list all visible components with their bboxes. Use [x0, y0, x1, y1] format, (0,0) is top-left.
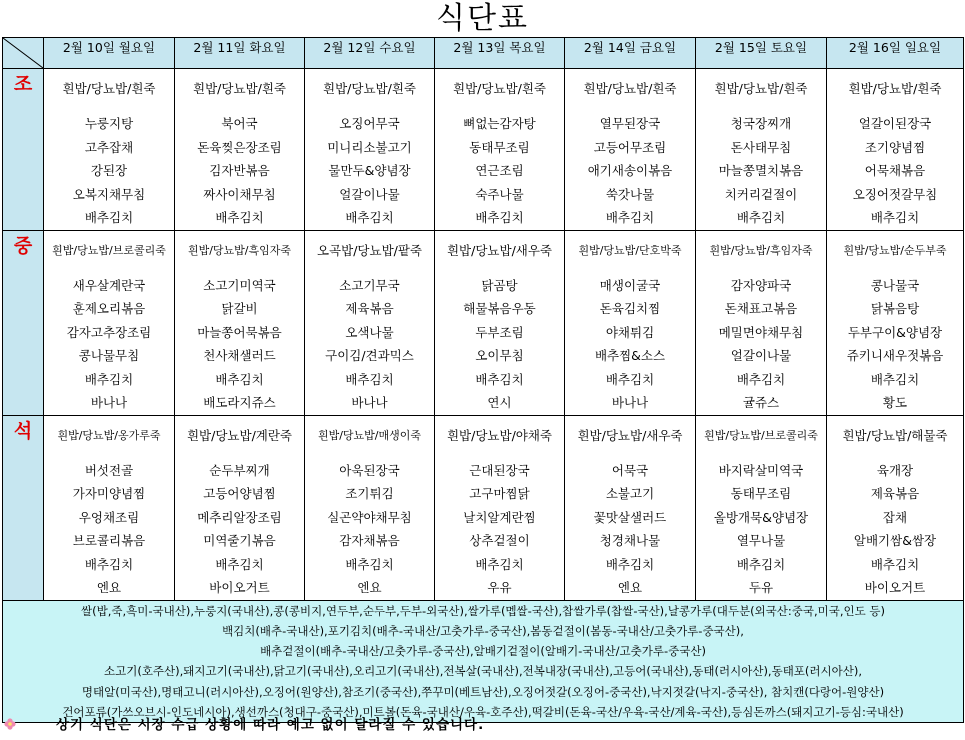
meal-label-dinner: 석 — [3, 415, 44, 600]
menu-item: 배추김치 — [345, 371, 394, 387]
menu-item: 배추김치 — [736, 556, 786, 572]
menu-item: 배추김치 — [215, 371, 264, 387]
breakfast-row — [3, 69, 964, 231]
menu-item: 배추김치 — [605, 210, 655, 225]
flower-icon — [4, 718, 16, 730]
menu-item: 황도 — [882, 395, 908, 410]
rice-porridge-option: 흰밥/당뇨밥/단호박죽 — [578, 243, 682, 257]
menu-cell — [565, 230, 696, 415]
menu-item: 배도라지쥬스 — [203, 395, 276, 410]
day-header: 2월 10일 월요일 — [44, 38, 175, 69]
menu-item: 배추김치 — [605, 371, 655, 387]
origin-line: 명태알(미국산),명태고니(러시아산),오징어(원양산),참조기(중국산),쭈꾸미(베트남산),오징어젓갈(오징어-중국산),낙지젓갈(낙지-중국산), 참치캔(다랑어-원양산) — [81, 684, 885, 699]
menu-item: 배추찜&소스 — [594, 348, 666, 363]
menu-item: 고등어무조림 — [593, 139, 667, 155]
rice-porridge-option: 흰밥/당뇨밥/흑임자죽 — [709, 243, 813, 257]
day-header: 2월 14일 금요일 — [565, 38, 696, 69]
menu-item: 매생이굴국 — [599, 277, 661, 293]
menu-item: 귤쥬스 — [742, 395, 780, 410]
rice-porridge-option: 흰밥/당뇨밥/흰죽 — [583, 81, 677, 96]
menu-item: 돈채표고볶음 — [724, 301, 798, 316]
menu-cell — [44, 415, 175, 600]
menu-item: 제육볶음 — [345, 301, 394, 316]
menu-item: 조기튀김 — [345, 486, 394, 501]
menu-item: 소고기무국 — [339, 277, 400, 293]
origin-row — [3, 600, 964, 723]
menu-cell — [44, 69, 175, 231]
menu-item: 근대된장국 — [469, 462, 530, 478]
origin-line: 건어포류(가쓰오브시-인도네시아),생선까스(청대구-중국산),미트볼(돈육-국내산/우육-호주산),떡갈비(돈육-국산/우육-국산/계육-국산),등심돈까스(돼지고기-등심:국내산) — [62, 704, 904, 719]
menu-item: 우엉채조림 — [78, 509, 140, 525]
menu-item: 짜사이채무침 — [203, 186, 276, 202]
menu-item: 배추김치 — [345, 556, 394, 572]
menu-item: 오색나물 — [345, 324, 394, 340]
day-header: 2월 15일 토요일 — [696, 38, 827, 69]
menu-item: 해물볶음우동 — [463, 301, 536, 316]
menu-item: 고구마찜닭 — [469, 486, 530, 501]
menu-item: 배추김치 — [475, 371, 524, 387]
rice-porridge-option: 흰밥/당뇨밥/흰죽 — [714, 81, 808, 96]
menu-item: 닭볶음탕 — [870, 301, 920, 316]
rice-porridge-option: 흰밥/당뇨밥/야채죽 — [446, 427, 553, 443]
rice-porridge-option: 흰밥/당뇨밥/브로콜리죽 — [704, 428, 818, 442]
menu-item: 얼갈이된장국 — [858, 116, 932, 131]
rice-porridge-option: 흰밥/당뇨밥/새우죽 — [577, 427, 683, 443]
menu-cell — [435, 230, 565, 415]
menu-item: 미니리소불고기 — [327, 139, 412, 155]
menu-item: 엔요 — [96, 580, 122, 595]
menu-cell — [435, 69, 565, 231]
menu-item: 마늘쫑어묵볶음 — [197, 324, 282, 340]
menu-item: 뼈없는감자탕 — [463, 116, 536, 131]
menu-item: 엔요 — [357, 580, 382, 595]
day-header: 2월 12일 수요일 — [305, 38, 435, 69]
menu-item: 콩나물무침 — [78, 348, 140, 363]
menu-item: 훈제오리볶음 — [72, 301, 146, 316]
menu-item: 배추김치 — [475, 210, 524, 225]
menu-item: 우유 — [487, 580, 512, 595]
menu-item: 오이무침 — [475, 348, 524, 363]
rice-porridge-option: 흰밥/당뇨밥/흰죽 — [323, 81, 416, 96]
menu-item: 오징어젓갈무침 — [852, 186, 938, 202]
menu-item: 콩나물국 — [870, 277, 920, 293]
menu-cell — [435, 415, 565, 600]
menu-item: 순두부찌개 — [209, 462, 270, 478]
menu-item: 꽃맛살샐러드 — [593, 509, 667, 525]
menu-item: 배추김치 — [736, 210, 786, 225]
menu-item: 배추김치 — [870, 556, 920, 572]
menu-item: 메추리알장조림 — [197, 509, 282, 525]
menu-item: 청경채나물 — [599, 533, 661, 548]
origin-line: 소고기(호주산),돼지고기(국내산),닭고기(국내산),오리고기(국내산),전복살(국내산),전복내장(국내산),고등어(국내산),동태(러시아산),동태포(러시아산), — [104, 664, 862, 679]
menu-item: 배추김치 — [84, 371, 134, 387]
menu-item: 김자반볶음 — [209, 163, 270, 178]
menu-item: 감자고추장조림 — [66, 324, 152, 340]
menu-item: 어묵채볶음 — [864, 163, 926, 178]
menu-item: 돈육김치찜 — [599, 301, 661, 316]
menu-item: 두유 — [748, 580, 774, 595]
rice-porridge-option: 흰밥/당뇨밥/흰죽 — [848, 81, 942, 96]
day-header: 2월 11일 화요일 — [175, 38, 305, 69]
menu-item: 돈육찢은장조림 — [197, 139, 282, 155]
menu-item: 소고기미역국 — [203, 277, 276, 293]
menu-item: 동태무조림 — [730, 486, 792, 501]
menu-item: 닭갈비 — [221, 301, 258, 316]
menu-item: 배추김치 — [84, 210, 134, 225]
menu-item: 마늘쫑멸치볶음 — [718, 163, 804, 178]
meal-label-lunch: 중 — [3, 230, 44, 415]
menu-item: 구이김/견과믹스 — [325, 348, 414, 363]
corner-cell — [3, 38, 44, 69]
menu-cell — [696, 69, 827, 231]
menu-item: 배추김치 — [736, 371, 786, 387]
menu-item: 바이오거트 — [864, 580, 926, 595]
menu-item: 조기양념찜 — [864, 139, 926, 155]
rice-porridge-option: 흰밥/당뇨밥/계란죽 — [186, 427, 293, 443]
menu-cell — [305, 230, 435, 415]
menu-cell — [827, 69, 964, 231]
menu-item: 배추김치 — [870, 371, 920, 387]
menu-item: 두부구이&양념장 — [847, 324, 943, 340]
menu-item: 감자양파국 — [730, 277, 792, 293]
menu-item: 엔요 — [617, 580, 643, 595]
menu-item: 얼갈이나물 — [730, 348, 792, 363]
menu-item: 바나나 — [351, 395, 388, 410]
menu-item: 실곤약야채무침 — [327, 509, 412, 525]
menu-item: 배추김치 — [215, 210, 264, 225]
menu-item: 알배기쌈&쌈장 — [853, 533, 937, 548]
rice-porridge-option: 흰밥/당뇨밥/해물죽 — [842, 427, 948, 443]
menu-item: 두부조림 — [475, 324, 524, 340]
menu-item: 바지락살미역국 — [718, 462, 804, 478]
header-row — [3, 38, 964, 69]
menu-cell — [827, 415, 964, 600]
menu-item: 연근조림 — [475, 163, 524, 178]
page-title: 식단표 — [436, 1, 529, 36]
dinner-row — [3, 415, 964, 600]
menu-item: 치커리겉절이 — [724, 186, 798, 202]
rice-porridge-option: 흰밥/당뇨밥/흑임자죽 — [187, 243, 292, 257]
menu-item: 열무나물 — [736, 533, 786, 548]
notice-text: 상기 식단은 시장 수급 상황에 따라 예고 없이 달라질 수 있습니다. — [56, 717, 485, 733]
menu-table — [2, 37, 964, 723]
menu-item: 제육볶음 — [870, 486, 920, 501]
menu-cell — [305, 415, 435, 600]
menu-item: 육개장 — [876, 462, 914, 478]
menu-item: 배추김치 — [475, 556, 524, 572]
menu-cell — [44, 230, 175, 415]
menu-item: 어묵국 — [611, 462, 649, 478]
meal-label-breakfast: 조 — [3, 69, 44, 231]
menu-item: 닭곰탕 — [481, 277, 518, 293]
menu-item: 미역줄기볶음 — [203, 533, 276, 548]
rice-porridge-option: 흰밥/당뇨밥/새우죽 — [446, 242, 553, 258]
menu-item: 애기새송이볶음 — [587, 163, 673, 178]
menu-item: 감자채볶음 — [339, 533, 400, 548]
menu-item: 새우살계란국 — [72, 277, 146, 293]
menu-cell — [565, 415, 696, 600]
menu-item: 고등어양념찜 — [203, 486, 276, 501]
menu-cell — [175, 230, 305, 415]
menu-item: 열무된장국 — [599, 116, 661, 131]
rice-porridge-option: 흰밥/당뇨밥/매생이죽 — [317, 428, 422, 442]
menu-item: 북어국 — [221, 116, 258, 131]
menu-item: 아욱된장국 — [339, 462, 400, 478]
menu-item: 강된장 — [90, 163, 128, 178]
menu-item: 올방개묵&양념장 — [713, 509, 809, 525]
rice-porridge-option: 흰밥/당뇨밥/흰죽 — [62, 81, 156, 96]
menu-item: 쥬키니새우젓볶음 — [846, 348, 944, 363]
menu-item: 잡채 — [882, 509, 908, 525]
menu-cell — [827, 230, 964, 415]
menu-item: 숙주나물 — [475, 186, 524, 202]
rice-porridge-option: 흰밥/당뇨밥/옹가루죽 — [57, 428, 161, 442]
menu-item: 야채튀김 — [605, 324, 655, 340]
menu-item: 동태무조림 — [469, 139, 530, 155]
rice-porridge-option: 흰밥/당뇨밥/순두부죽 — [843, 243, 947, 257]
menu-cell — [565, 69, 696, 231]
menu-item: 버섯전골 — [84, 462, 134, 478]
menu-item: 누룽지탕 — [84, 116, 134, 131]
menu-item: 배추김치 — [84, 556, 134, 572]
menu-cell — [696, 230, 827, 415]
origin-line: 백김치(배추-국내산),포기김치(배추-국내산/고춧가루-중국산),봄동겉절이(봄동-국내산/고춧가루-중국산), — [222, 623, 744, 638]
rice-porridge-option: 흰밥/당뇨밥/브로콜리죽 — [52, 243, 166, 257]
menu-item: 바이오거트 — [209, 580, 270, 595]
menu-item: 천사채샐러드 — [203, 348, 276, 363]
menu-item: 바나나 — [611, 395, 649, 410]
menu-item: 가자미양념찜 — [72, 486, 146, 501]
menu-item: 날치알계란찜 — [463, 509, 536, 525]
menu-item: 돈사태무침 — [730, 139, 792, 155]
menu-item: 얼갈이나물 — [339, 186, 400, 202]
menu-cell — [305, 69, 435, 231]
menu-cell — [175, 69, 305, 231]
menu-item: 오징어무국 — [339, 116, 400, 131]
day-header: 2월 16일 일요일 — [827, 38, 964, 69]
menu-item: 오복지채무침 — [72, 186, 146, 202]
lunch-row — [3, 230, 964, 415]
menu-item: 연시 — [487, 395, 512, 410]
menu-item: 배추김치 — [215, 556, 264, 572]
menu-cell — [696, 415, 827, 600]
menu-item: 배추김치 — [605, 556, 655, 572]
menu-item: 고추잡채 — [84, 139, 134, 155]
menu-item: 청국장찌개 — [730, 116, 792, 131]
menu-item: 쑥갓나물 — [605, 186, 655, 202]
menu-item: 상추겉절이 — [469, 533, 530, 548]
menu-item: 바나나 — [90, 395, 128, 410]
rice-porridge-option: 흰밥/당뇨밥/흰죽 — [453, 81, 546, 96]
day-header: 2월 13일 목요일 — [435, 38, 565, 69]
menu-item: 물만두&양념장 — [328, 163, 411, 178]
notice-bar — [0, 712, 965, 738]
origin-line: 쌀(밥,죽,흑미-국내산),누룽지(국내산),콩(콩비지,연두부,순두부,두부-외국산),쌀가루(멥쌀-국산),찹쌀가루(찹쌀-국산),날콩가루(대두분(외국산:중국,미국,인도 등) — [81, 603, 885, 618]
rice-porridge-option: 오곡밥/당뇨밥/팥죽 — [316, 242, 423, 258]
rice-porridge-option: 흰밥/당뇨밥/흰죽 — [193, 81, 286, 96]
menu-item: 메밀면야채무침 — [718, 324, 804, 340]
origin-info — [3, 600, 964, 723]
origin-line: 배추겉절이(배추-국내산/고춧가루-중국산),알배기겉절이(알배기-국내산/고춧가루-중국산) — [260, 644, 706, 659]
menu-item: 배추김치 — [345, 210, 394, 225]
menu-cell — [175, 415, 305, 600]
menu-item: 브로콜리볶음 — [72, 533, 146, 548]
menu-item: 배추김치 — [870, 210, 920, 225]
menu-item: 소불고기 — [605, 486, 655, 501]
